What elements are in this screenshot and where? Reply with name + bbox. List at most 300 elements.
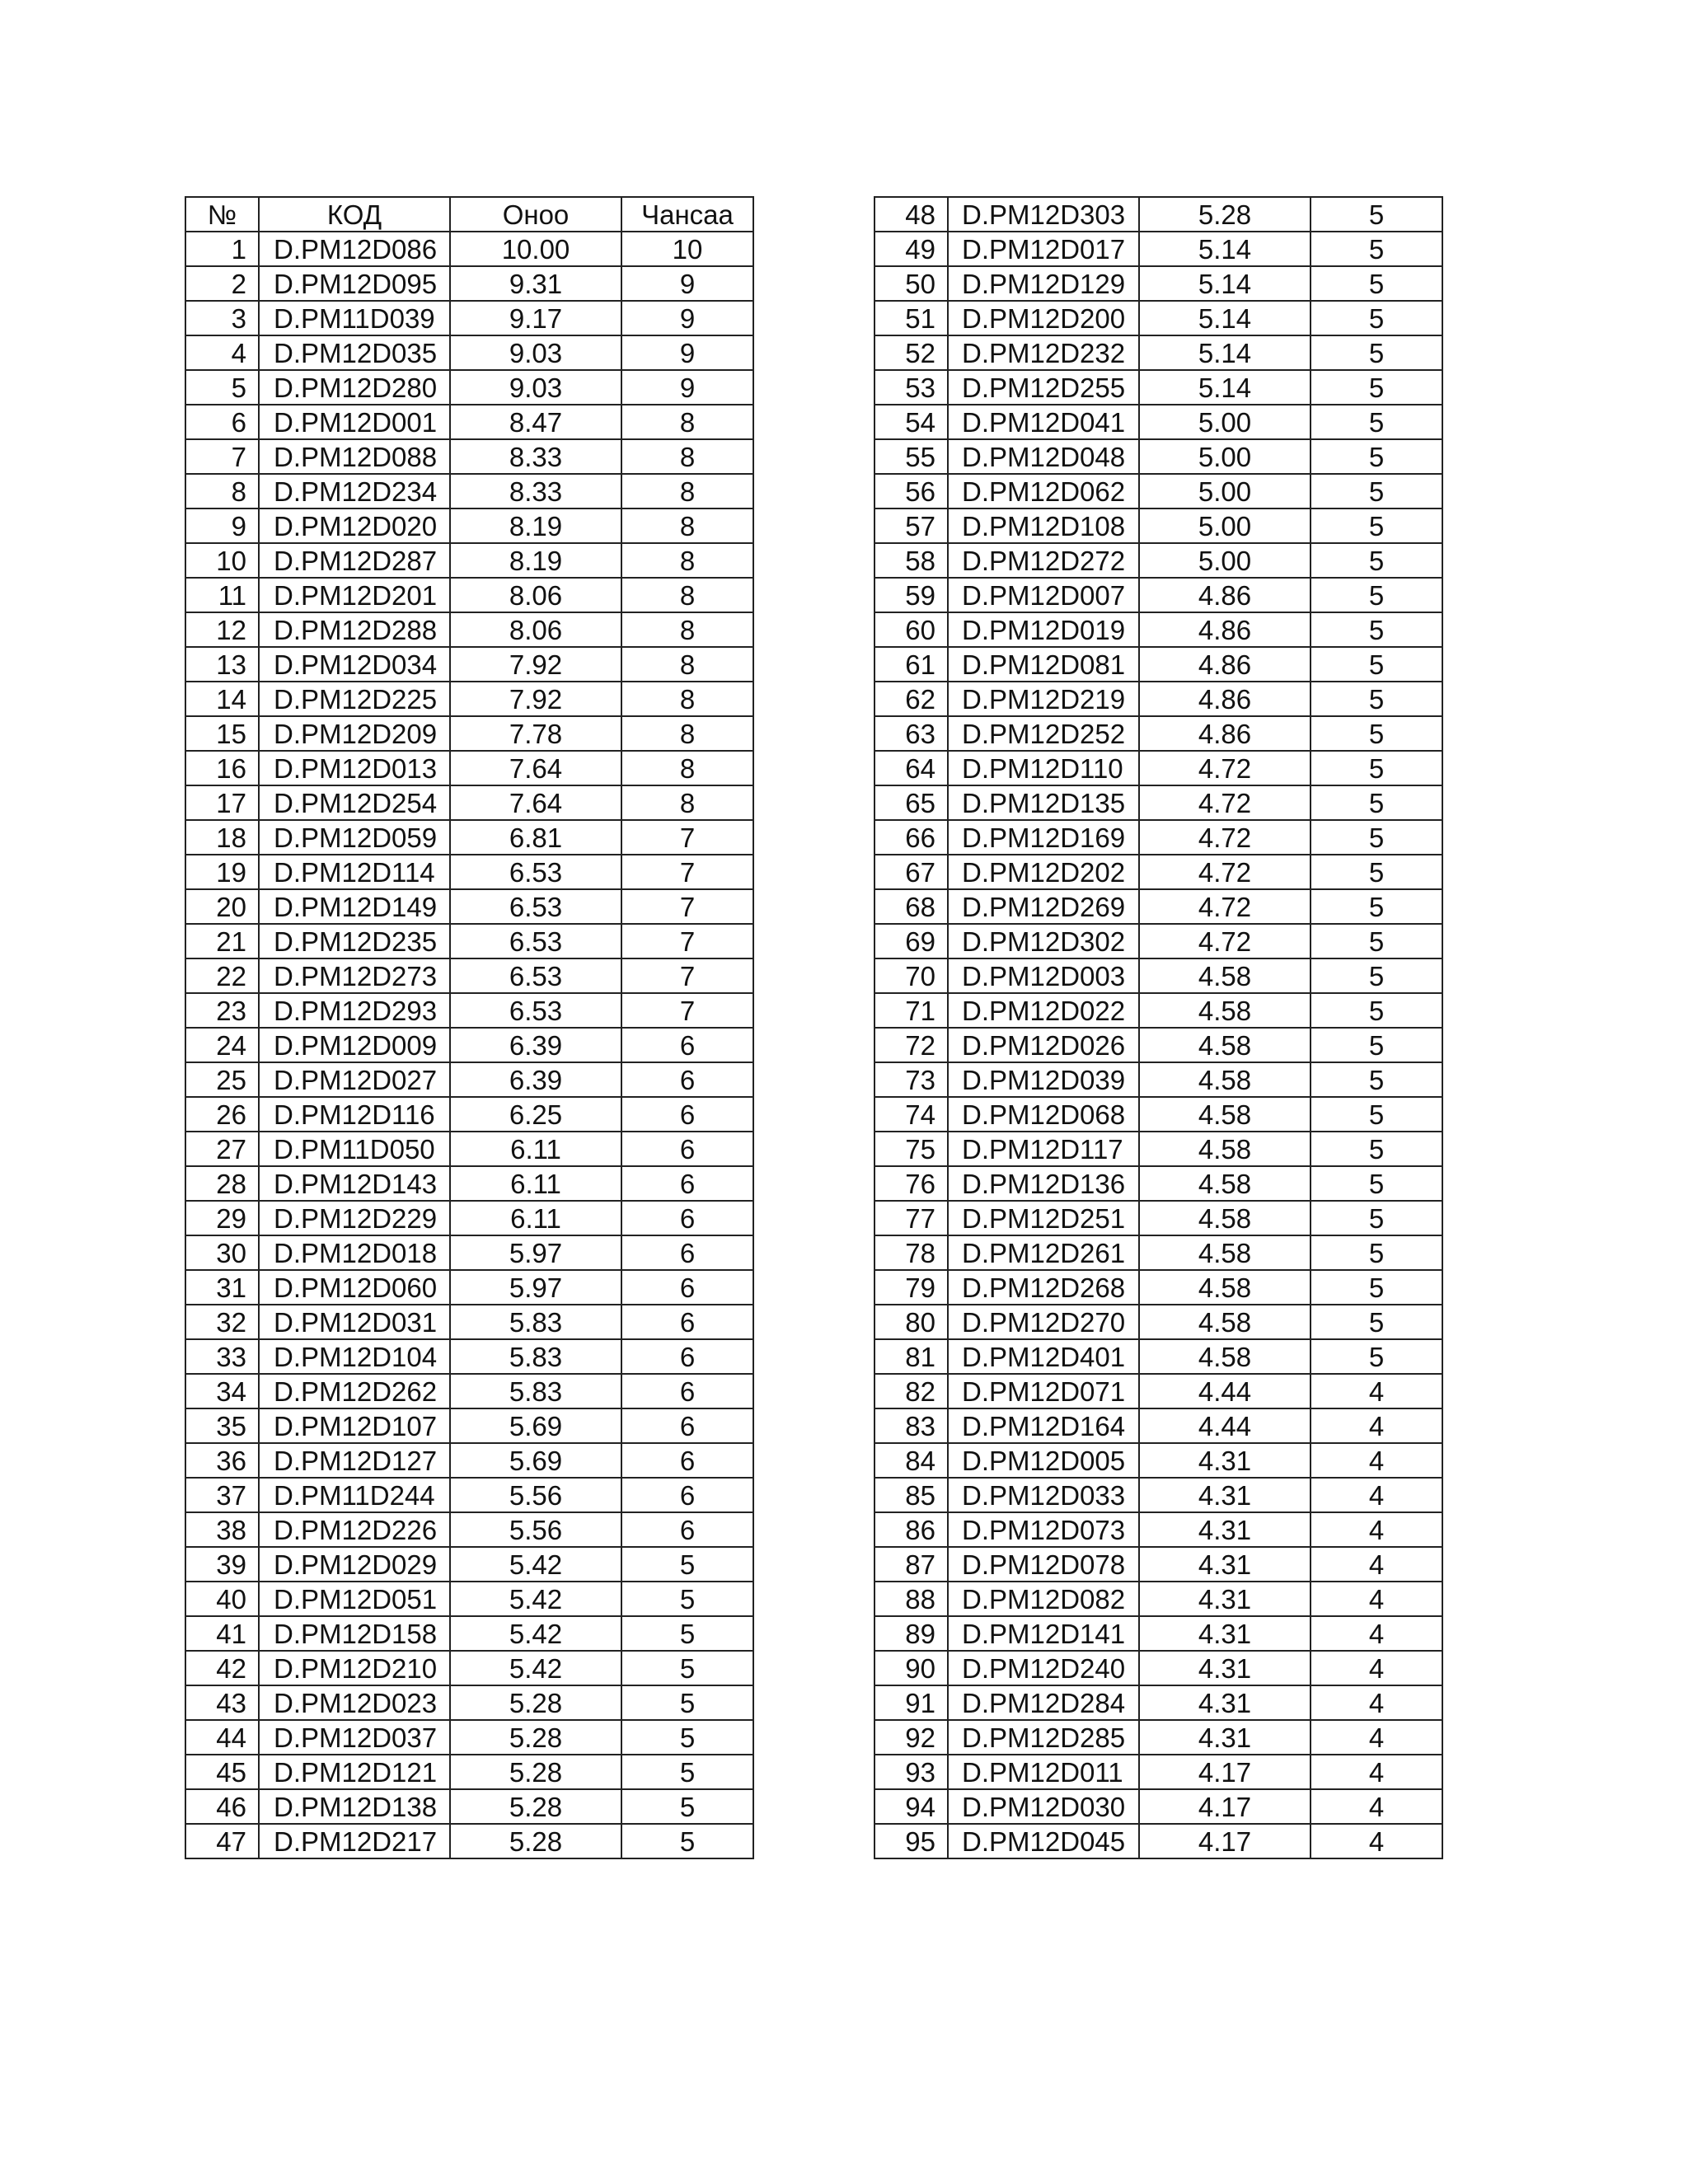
hours-cell: 5 [1311,855,1442,889]
header-number: № [185,197,259,232]
hours-cell: 6 [621,1132,753,1166]
table-row [874,1512,1442,1547]
score-cell: 4.72 [1139,889,1311,924]
hours-cell: 6 [621,1374,753,1408]
score-cell: 4.44 [1139,1374,1311,1408]
table-row [185,1582,753,1616]
table-row [185,1616,753,1651]
hours-cell: 9 [621,370,753,405]
header-code: КОД [259,197,450,232]
code-cell: D.PM12D104 [259,1339,450,1374]
hours-cell: 10 [621,232,753,266]
code-cell: D.PM12D141 [948,1616,1139,1651]
row-number-cell: 82 [874,1374,948,1408]
row-number-cell: 73 [874,1062,948,1097]
code-cell: D.PM12D068 [948,1097,1139,1132]
code-cell: D.PM12D039 [948,1062,1139,1097]
code-cell: D.PM12D001 [259,405,450,439]
code-cell: D.PM12D073 [948,1512,1139,1547]
table-row [185,1235,753,1270]
hours-cell: 6 [621,1305,753,1339]
code-cell: D.PM12D005 [948,1443,1139,1478]
hours-cell: 5 [1311,647,1442,682]
code-cell: D.PM12D143 [259,1166,450,1201]
row-number-cell: 9 [185,509,259,543]
row-number-cell: 28 [185,1166,259,1201]
hours-cell: 5 [1311,612,1442,647]
row-number-cell: 11 [185,578,259,612]
score-cell: 4.72 [1139,751,1311,785]
score-cell: 10.00 [450,232,621,266]
row-number-cell: 55 [874,439,948,474]
table-row [185,1339,753,1374]
table-row [874,1235,1442,1270]
row-number-cell: 40 [185,1582,259,1616]
hours-cell: 9 [621,301,753,335]
row-number-cell: 7 [185,439,259,474]
table-row [185,647,753,682]
code-cell: D.PM12D017 [948,232,1139,266]
row-number-cell: 63 [874,716,948,751]
table-header-row [185,197,753,232]
hours-cell: 9 [621,335,753,370]
row-number-cell: 41 [185,1616,259,1651]
code-cell: D.PM12D217 [259,1824,450,1858]
code-cell: D.PM12D082 [948,1582,1139,1616]
hours-cell: 7 [621,820,753,855]
row-number-cell: 69 [874,924,948,958]
table-row [185,1270,753,1305]
hours-cell: 4 [1311,1685,1442,1720]
table-row [874,1755,1442,1789]
score-cell: 4.72 [1139,924,1311,958]
row-number-cell: 24 [185,1028,259,1062]
table-row [874,1305,1442,1339]
table-row [874,232,1442,266]
hours-cell: 6 [621,1201,753,1235]
row-number-cell: 57 [874,509,948,543]
hours-cell: 6 [621,1235,753,1270]
code-cell: D.PM12D095 [259,266,450,301]
score-cell: 4.17 [1139,1824,1311,1858]
table-row [874,820,1442,855]
code-cell: D.PM12D037 [259,1720,450,1755]
table-row [185,301,753,335]
score-cell: 5.00 [1139,543,1311,578]
table-row [874,1201,1442,1235]
row-number-cell: 19 [185,855,259,889]
hours-cell: 5 [621,1755,753,1789]
row-number-cell: 87 [874,1547,948,1582]
table-row [874,335,1442,370]
score-cell: 5.14 [1139,232,1311,266]
score-cell: 5.97 [450,1235,621,1270]
table-row [874,889,1442,924]
code-cell: D.PM12D285 [948,1720,1139,1755]
hours-cell: 7 [621,958,753,993]
table-row [185,1097,753,1132]
code-cell: D.PM12D210 [259,1651,450,1685]
hours-cell: 5 [1311,1235,1442,1270]
table-row [185,1374,753,1408]
score-cell: 6.11 [450,1166,621,1201]
hours-cell: 5 [1311,993,1442,1028]
score-cell: 4.58 [1139,1201,1311,1235]
row-number-cell: 66 [874,820,948,855]
code-cell: D.PM12D262 [259,1374,450,1408]
row-number-cell: 16 [185,751,259,785]
code-cell: D.PM12D013 [259,751,450,785]
score-cell: 4.31 [1139,1720,1311,1755]
score-cell: 4.31 [1139,1651,1311,1685]
table-row [185,993,753,1028]
table-row [185,682,753,716]
hours-cell: 5 [1311,785,1442,820]
hours-cell: 5 [1311,1062,1442,1097]
table-row [874,543,1442,578]
hours-cell: 5 [1311,543,1442,578]
table-row [874,1720,1442,1755]
score-cell: 5.69 [450,1408,621,1443]
code-cell: D.PM12D023 [259,1685,450,1720]
row-number-cell: 75 [874,1132,948,1166]
hours-cell: 5 [1311,509,1442,543]
row-number-cell: 37 [185,1478,259,1512]
score-cell: 6.25 [450,1097,621,1132]
score-cell: 5.14 [1139,266,1311,301]
code-cell: D.PM12D202 [948,855,1139,889]
row-number-cell: 94 [874,1789,948,1824]
row-number-cell: 70 [874,958,948,993]
score-cell: 5.28 [450,1685,621,1720]
score-cell: 4.58 [1139,993,1311,1028]
row-number-cell: 83 [874,1408,948,1443]
score-cell: 5.83 [450,1374,621,1408]
score-cell: 4.72 [1139,820,1311,855]
hours-cell: 9 [621,266,753,301]
code-cell: D.PM12D273 [259,958,450,993]
row-number-cell: 52 [874,335,948,370]
score-cell: 6.53 [450,889,621,924]
table-row [874,751,1442,785]
row-number-cell: 15 [185,716,259,751]
score-cell: 5.42 [450,1651,621,1685]
row-number-cell: 46 [185,1789,259,1824]
table-row [185,543,753,578]
hours-cell: 5 [1311,1270,1442,1305]
hours-cell: 5 [1311,232,1442,266]
code-cell: D.PM12D232 [948,335,1139,370]
table-row [874,1685,1442,1720]
code-cell: D.PM12D272 [948,543,1139,578]
table-row [874,474,1442,509]
hours-cell: 6 [621,1512,753,1547]
score-cell: 6.53 [450,855,621,889]
hours-cell: 5 [621,1824,753,1858]
table-row [185,716,753,751]
score-cell: 5.42 [450,1616,621,1651]
table-row [874,785,1442,820]
code-cell: D.PM12D149 [259,889,450,924]
scores-table-left-body [185,197,753,1858]
table-row [874,266,1442,301]
hours-cell: 4 [1311,1651,1442,1685]
row-number-cell: 76 [874,1166,948,1201]
table-row [874,1339,1442,1374]
table-row [874,993,1442,1028]
table-row [874,682,1442,716]
code-cell: D.PM12D048 [948,439,1139,474]
hours-cell: 4 [1311,1478,1442,1512]
score-cell: 5.42 [450,1547,621,1582]
code-cell: D.PM12D071 [948,1374,1139,1408]
table-row [185,958,753,993]
code-cell: D.PM12D086 [259,232,450,266]
row-number-cell: 36 [185,1443,259,1478]
table-row [874,405,1442,439]
header-score: Оноо [450,197,621,232]
table-row [185,785,753,820]
score-cell: 6.53 [450,993,621,1028]
table-row [874,1651,1442,1685]
code-cell: D.PM12D270 [948,1305,1139,1339]
hours-cell: 5 [621,1789,753,1824]
code-cell: D.PM12D293 [259,993,450,1028]
code-cell: D.PM12D051 [259,1582,450,1616]
table-row [874,1270,1442,1305]
table-row [874,301,1442,335]
hours-cell: 7 [621,889,753,924]
code-cell: D.PM12D116 [259,1097,450,1132]
hours-cell: 8 [621,439,753,474]
table-row [185,1512,753,1547]
code-cell: D.PM12D219 [948,682,1139,716]
code-cell: D.PM12D011 [948,1755,1139,1789]
hours-cell: 6 [621,1478,753,1512]
code-cell: D.PM12D019 [948,612,1139,647]
code-cell: D.PM12D288 [259,612,450,647]
row-number-cell: 90 [874,1651,948,1685]
row-number-cell: 25 [185,1062,259,1097]
score-cell: 5.56 [450,1478,621,1512]
score-cell: 4.58 [1139,1270,1311,1305]
code-cell: D.PM12D201 [259,578,450,612]
table-row [874,958,1442,993]
code-cell: D.PM12D158 [259,1616,450,1651]
score-cell: 5.69 [450,1443,621,1478]
code-cell: D.PM12D045 [948,1824,1139,1858]
table-row [874,1616,1442,1651]
row-number-cell: 42 [185,1651,259,1685]
row-number-cell: 64 [874,751,948,785]
code-cell: D.PM12D135 [948,785,1139,820]
hours-cell: 5 [621,1547,753,1582]
table-row [185,889,753,924]
code-cell: D.PM12D255 [948,370,1139,405]
hours-cell: 4 [1311,1512,1442,1547]
code-cell: D.PM12D251 [948,1201,1139,1235]
hours-cell: 8 [621,578,753,612]
score-cell: 8.06 [450,612,621,647]
code-cell: D.PM12D117 [948,1132,1139,1166]
table-row [185,1478,753,1512]
table-row [874,439,1442,474]
code-cell: D.PM12D287 [259,543,450,578]
score-cell: 4.86 [1139,578,1311,612]
code-cell: D.PM12D284 [948,1685,1139,1720]
row-number-cell: 71 [874,993,948,1028]
row-number-cell: 53 [874,370,948,405]
hours-cell: 7 [621,924,753,958]
table-row [874,1789,1442,1824]
hours-cell: 5 [1311,820,1442,855]
hours-cell: 5 [621,1651,753,1685]
score-cell: 5.83 [450,1305,621,1339]
code-cell: D.PM12D041 [948,405,1139,439]
score-cell: 5.28 [450,1755,621,1789]
table-row [185,578,753,612]
hours-cell: 5 [1311,439,1442,474]
score-cell: 6.53 [450,924,621,958]
hours-cell: 8 [621,647,753,682]
code-cell: D.PM12D062 [948,474,1139,509]
table-row [874,1132,1442,1166]
code-cell: D.PM12D030 [948,1789,1139,1824]
score-cell: 7.92 [450,682,621,716]
score-cell: 4.17 [1139,1789,1311,1824]
score-cell: 6.11 [450,1201,621,1235]
row-number-cell: 21 [185,924,259,958]
table-row [874,1374,1442,1408]
row-number-cell: 18 [185,820,259,855]
code-cell: D.PM12D209 [259,716,450,751]
code-cell: D.PM12D252 [948,716,1139,751]
header-hours: Чансаа [621,197,753,232]
score-cell: 5.42 [450,1582,621,1616]
score-cell: 6.39 [450,1028,621,1062]
row-number-cell: 3 [185,301,259,335]
hours-cell: 8 [621,682,753,716]
hours-cell: 5 [1311,1028,1442,1062]
hours-cell: 7 [621,855,753,889]
score-cell: 6.53 [450,958,621,993]
row-number-cell: 72 [874,1028,948,1062]
row-number-cell: 35 [185,1408,259,1443]
code-cell: D.PM12D229 [259,1201,450,1235]
hours-cell: 5 [1311,1166,1442,1201]
scores-table-right [874,196,1443,1859]
hours-cell: 6 [621,1443,753,1478]
table-row [874,924,1442,958]
scores-table-right-body [874,197,1442,1858]
score-cell: 4.58 [1139,1235,1311,1270]
hours-cell: 5 [1311,889,1442,924]
code-cell: D.PM12D268 [948,1270,1139,1305]
table-row [874,1097,1442,1132]
score-cell: 8.33 [450,439,621,474]
row-number-cell: 88 [874,1582,948,1616]
hours-cell: 8 [621,509,753,543]
score-cell: 4.31 [1139,1582,1311,1616]
row-number-cell: 86 [874,1512,948,1547]
hours-cell: 5 [621,1582,753,1616]
row-number-cell: 60 [874,612,948,647]
score-cell: 4.31 [1139,1443,1311,1478]
row-number-cell: 77 [874,1201,948,1235]
score-cell: 8.19 [450,509,621,543]
row-number-cell: 12 [185,612,259,647]
row-number-cell: 14 [185,682,259,716]
code-cell: D.PM12D059 [259,820,450,855]
score-cell: 5.28 [1139,197,1311,232]
table-row [874,1408,1442,1443]
hours-cell: 4 [1311,1824,1442,1858]
row-number-cell: 59 [874,578,948,612]
score-cell: 4.58 [1139,958,1311,993]
row-number-cell: 4 [185,335,259,370]
hours-cell: 8 [621,543,753,578]
table-row [874,509,1442,543]
hours-cell: 4 [1311,1374,1442,1408]
hours-cell: 5 [1311,1339,1442,1374]
table-row [185,1824,753,1858]
row-number-cell: 32 [185,1305,259,1339]
hours-cell: 5 [1311,301,1442,335]
hours-cell: 4 [1311,1720,1442,1755]
hours-cell: 6 [621,1166,753,1201]
table-row [185,1755,753,1789]
row-number-cell: 30 [185,1235,259,1270]
hours-cell: 5 [1311,370,1442,405]
table-row [185,1132,753,1166]
table-row [185,924,753,958]
hours-cell: 6 [621,1097,753,1132]
table-row [185,266,753,301]
hours-cell: 5 [1311,405,1442,439]
score-cell: 5.00 [1139,405,1311,439]
hours-cell: 4 [1311,1755,1442,1789]
score-cell: 9.17 [450,301,621,335]
score-cell: 5.56 [450,1512,621,1547]
code-cell: D.PM12D121 [259,1755,450,1789]
code-cell: D.PM12D200 [948,301,1139,335]
score-cell: 5.28 [450,1720,621,1755]
code-cell: D.PM12D240 [948,1651,1139,1685]
code-cell: D.PM12D081 [948,647,1139,682]
row-number-cell: 20 [185,889,259,924]
hours-cell: 7 [621,993,753,1028]
code-cell: D.PM12D129 [948,266,1139,301]
table-row [874,612,1442,647]
code-cell: D.PM12D138 [259,1789,450,1824]
table-row [874,1166,1442,1201]
score-cell: 4.58 [1139,1339,1311,1374]
row-number-cell: 85 [874,1478,948,1512]
score-cell: 4.58 [1139,1097,1311,1132]
hours-cell: 8 [621,405,753,439]
row-number-cell: 81 [874,1339,948,1374]
hours-cell: 5 [1311,1097,1442,1132]
score-cell: 4.86 [1139,647,1311,682]
code-cell: D.PM12D027 [259,1062,450,1097]
table-row [185,370,753,405]
code-cell: D.PM12D169 [948,820,1139,855]
table-row [185,509,753,543]
row-number-cell: 22 [185,958,259,993]
code-cell: D.PM12D078 [948,1547,1139,1582]
hours-cell: 4 [1311,1547,1442,1582]
code-cell: D.PM12D164 [948,1408,1139,1443]
